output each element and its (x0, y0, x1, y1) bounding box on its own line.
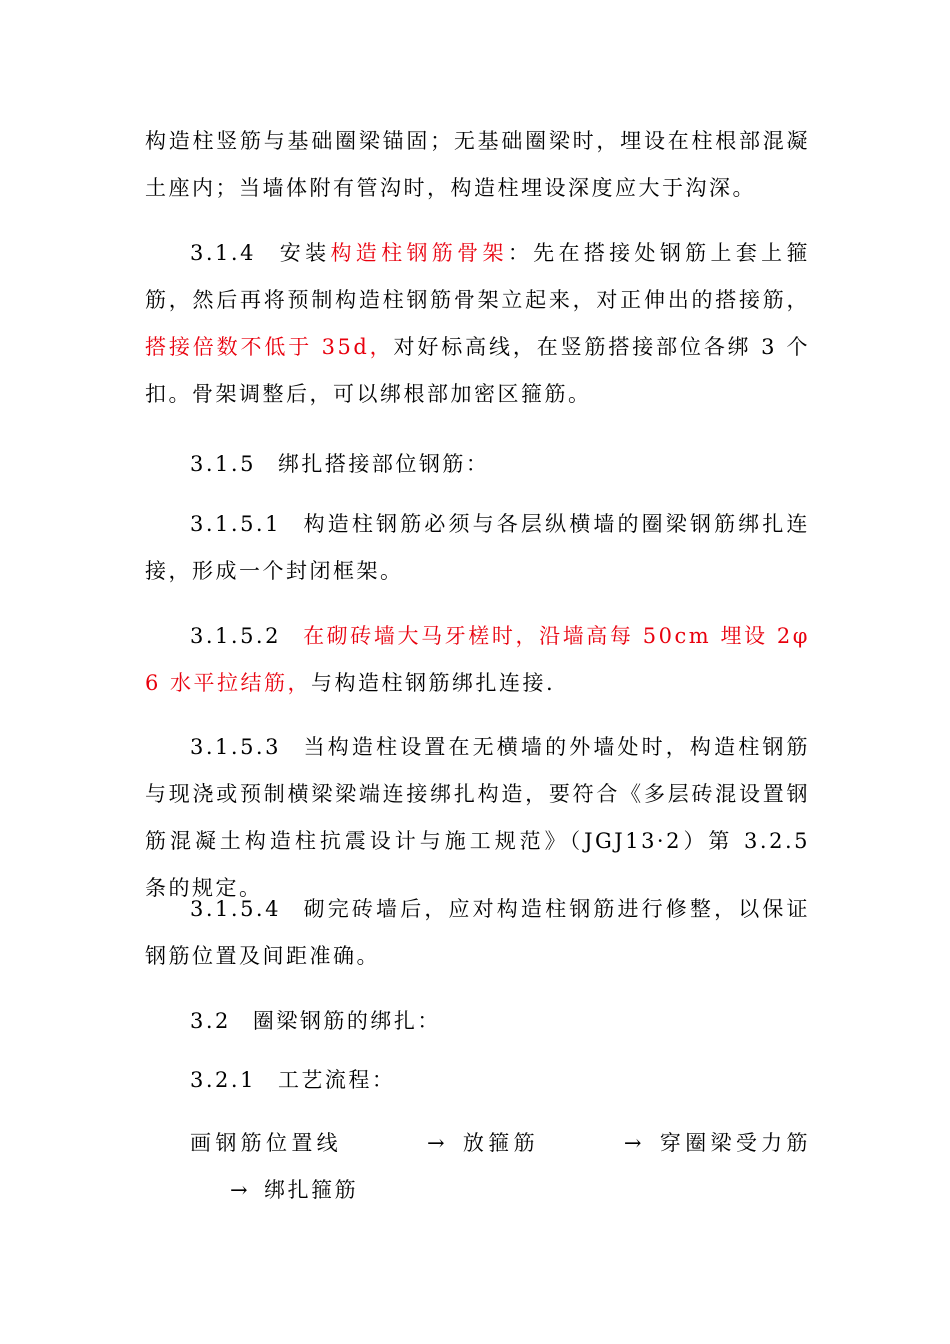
highlighted-term: 构造柱钢筋骨架 (330, 241, 508, 265)
arrow-right-icon: → (426, 1131, 448, 1155)
process-flow (145, 1120, 810, 1214)
paragraph-text: 安装 (277, 241, 331, 265)
highlighted-requirement: 在砌砖墙大马牙槎时，沿墙高每 50cm 埋设 2φ6 水平拉结筋， (145, 624, 810, 695)
paragraph-3-1-5 (145, 441, 810, 488)
paragraph-text: 与构造柱钢筋绑扎连接. (311, 671, 556, 695)
section-number: 3.1.5.4 (190, 897, 281, 921)
paragraph-3-1-4 (145, 230, 810, 418)
paragraph-text: 构造柱钢筋必须与各层纵横墙的圈梁钢筋绑扎连接，形成一个封闭框架。 (145, 512, 810, 583)
paragraph-3-1-5-2 (145, 613, 810, 707)
paragraph-3-2 (145, 998, 810, 1045)
arrow-right-icon: → (623, 1131, 645, 1155)
section-number: 3.2 (190, 1009, 231, 1033)
paragraph-3-1-5-4 (145, 886, 810, 980)
flow-step: 放箍筋 (461, 1131, 539, 1155)
paragraph-text: 对好标高线，在竖筋搭接部位各绑 3 个扣。骨架调整后，可以绑根部加密区箍筋。 (145, 335, 810, 406)
paragraph-text: ：先在搭接处钢筋上套上箍筋，然后再将预制构造柱钢筋骨架立起来，对正伸出的搭接筋， (145, 241, 811, 312)
section-number: 3.1.4 (190, 241, 256, 265)
flow-step: 穿圈梁受力筋 (658, 1131, 811, 1155)
highlighted-requirement: 搭接倍数不低于 35d， (145, 335, 394, 359)
paragraph-text: 构造柱竖筋与基础圈梁锚固；无基础圈梁时，埋设在柱根部混凝土座内；当墙体附有管沟时，构造柱埋设深度应大于沟深。 (145, 129, 810, 200)
paragraph-text: 当构造柱设置在无横墙的外墙处时，构造柱钢筋与现浇或预制横梁梁端连接绑扎构造，要符合《多层砖混设置钢筋混凝土构造柱抗震设计与施工规范》（JGJ13·2）第 3.2.5 条的规定。 (145, 735, 810, 900)
arrow-right-icon: → (230, 1178, 251, 1202)
section-number: 3.1.5.3 (190, 735, 281, 759)
paragraph-text: 砌完砖墙后，应对构造柱钢筋进行修整，以保证钢筋位置及间距准确。 (145, 897, 810, 968)
section-number: 3.1.5 (190, 452, 256, 476)
paragraph-3-2-1 (145, 1057, 810, 1104)
section-number: 3.1.5.2 (190, 624, 281, 648)
section-number: 3.2.1 (190, 1068, 256, 1092)
section-heading: 工艺流程： (277, 1068, 396, 1092)
section-number: 3.1.5.1 (190, 512, 281, 536)
section-heading: 绑扎搭接部位钢筋： (277, 452, 490, 476)
paragraph-3-1-5-3 (145, 724, 810, 912)
flow-step: 绑扎箍筋 (264, 1178, 359, 1202)
section-heading: 圈梁钢筋的绑扎： (252, 1009, 441, 1033)
paragraph-3-1-5-1 (145, 501, 810, 595)
paragraph-anchoring (145, 118, 810, 212)
flow-step: 画钢筋位置线 (190, 1131, 342, 1155)
